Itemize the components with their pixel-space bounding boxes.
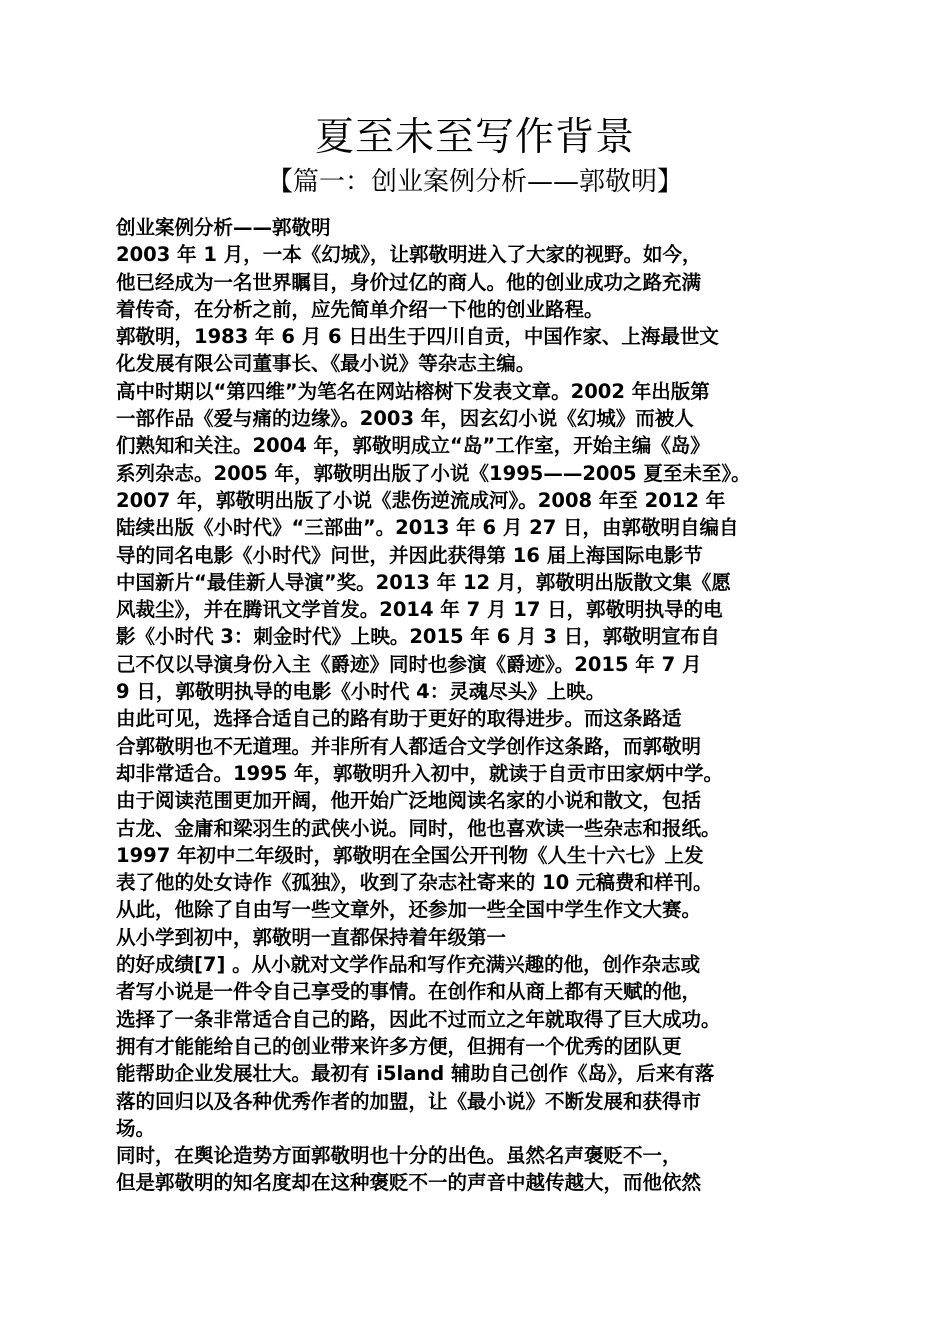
text-line: 从此，他除了自由写一些文章外，还参加一些全国中学生作文大赛。 [116,898,702,922]
text-line: 表了他的处女诗作《孤独》，收到了杂志社寄来的 10 元稿费和样刊。 [116,871,713,895]
text-line: 落的回归以及各种优秀作者的加盟，让《最小说》不断发展和获得市 [116,1089,702,1113]
text-line: 影《小时代 3：刺金时代》上映。2015 年 6 月 3 日，郭敬明宣布自 [116,625,720,649]
text-line: 9 日，郭敬明执导的电影《小时代 4：灵魂尽头》上映。 [116,680,606,704]
text-line: 高中时期以“第四维”为笔名在网站榕树下发表文章。2002 年出版第 [116,379,710,403]
text-line: 们熟知和关注。2004 年，郭敬明成立“岛”工作室，开始主编《岛》 [116,434,710,458]
document-title: 夏至未至写作背景 [314,115,635,160]
text-line: 的好成绩[7] 。从小就对文学作品和写作充满兴趣的他，创作杂志或 [116,953,701,977]
text-line: 同时，在舆论造势方面郭敬明也十分的出色。虽然名声褒贬不一， [116,1144,682,1168]
text-line: 一部作品《爱与痛的边缘》。2003 年，因玄幻小说《幻城》而被人 [116,407,694,431]
text-line: 创业案例分析——郭敬明 [116,216,331,239]
text-line: 着传奇，在分析之前，应先简单介绍一下他的创业路程。 [116,297,604,321]
text-line: 却非常适合。1995 年，郭敬明升入初中，就读于自贡市田家炳中学。 [116,761,724,785]
text-line: 但是郭敬明的知名度却在这种褒贬不一的声音中越传越大，而他依然 [116,1171,702,1195]
text-line: 古龙、金庸和梁羽生的武侠小说。同时，他也喜欢读一些杂志和报纸。 [116,816,721,840]
text-line: 中国新片“最佳新人导演”奖。2013 年 12 月，郭敬明出版散文集《愿 [116,570,731,594]
text-line: 由于阅读范围更加开阔，他开始广泛地阅读名家的小说和散文，包括 [116,789,702,813]
text-line: 场。 [116,1116,156,1140]
text-line: 他已经成为一名世界瞩目，身价过亿的商人。他的创业成功之路充满 [116,270,702,294]
text-line: 己不仅以导演身份入主《爵迹》同时也参演《爵迹》。2015 年 7 月 [116,652,702,676]
text-line: 导的同名电影《小时代》问世，并因此获得第 16 届上海国际电影节 [116,543,703,567]
text-line: 2003 年 1 月，一本《幻城》，让郭敬明进入了大家的视野。如今， [116,243,702,267]
text-line: 能帮助企业发展壮大。最初有 i5land 辅助自己创作《岛》，后来有落 [116,1062,715,1086]
text-line: 选择了一条非常适合自己的路，因此不过而立之年就取得了巨大成功。 [116,1007,721,1031]
text-line: 陆续出版《小时代》“三部曲”。2013 年 6 月 27 日，由郭敬明自编自 [116,516,739,540]
text-line: 风裁尘》，并在腾讯文学首发。2014 年 7 月 17 日，郭敬明执导的电 [116,598,723,622]
text-line: 1997 年初中二年级时，郭敬明在全国公开刊物《人生十六七》上发 [116,843,704,867]
text-line: 合郭敬明也不无道理。并非所有人都适合文学创作这条路，而郭敬明 [116,734,702,758]
text-line: 2007 年，郭敬明出版了小说《悲伤逆流成河》。2008 年至 2012 年 [116,488,726,512]
text-line: 郭敬明，1983 年 6 月 6 日出生于四川自贡，中国作家、上海最世文 [116,325,719,349]
document-subtitle: 【篇一：创业案例分析——郭敬明】 [266,167,683,197]
text-line: 由此可见，选择合适自己的路有助于更好的取得进步。而这条路适 [116,707,682,731]
text-line: 系列杂志。2005 年，郭敬明出版了小说《1995——2005 夏至未至》。 [116,461,751,485]
document-body [116,214,852,1197]
text-line: 者写小说是一件令自己享受的事情。在创作和从商上都有天赋的他， [116,980,702,1004]
text-line: 拥有才能能给自己的创业带来许多方便，但拥有一个优秀的团队更 [116,1034,682,1058]
text-line: 化发展有限公司董事长、《最小说》等杂志主编。 [116,352,536,376]
text-line: 从小学到初中，郭敬明一直都保持着年级第一 [116,925,507,949]
